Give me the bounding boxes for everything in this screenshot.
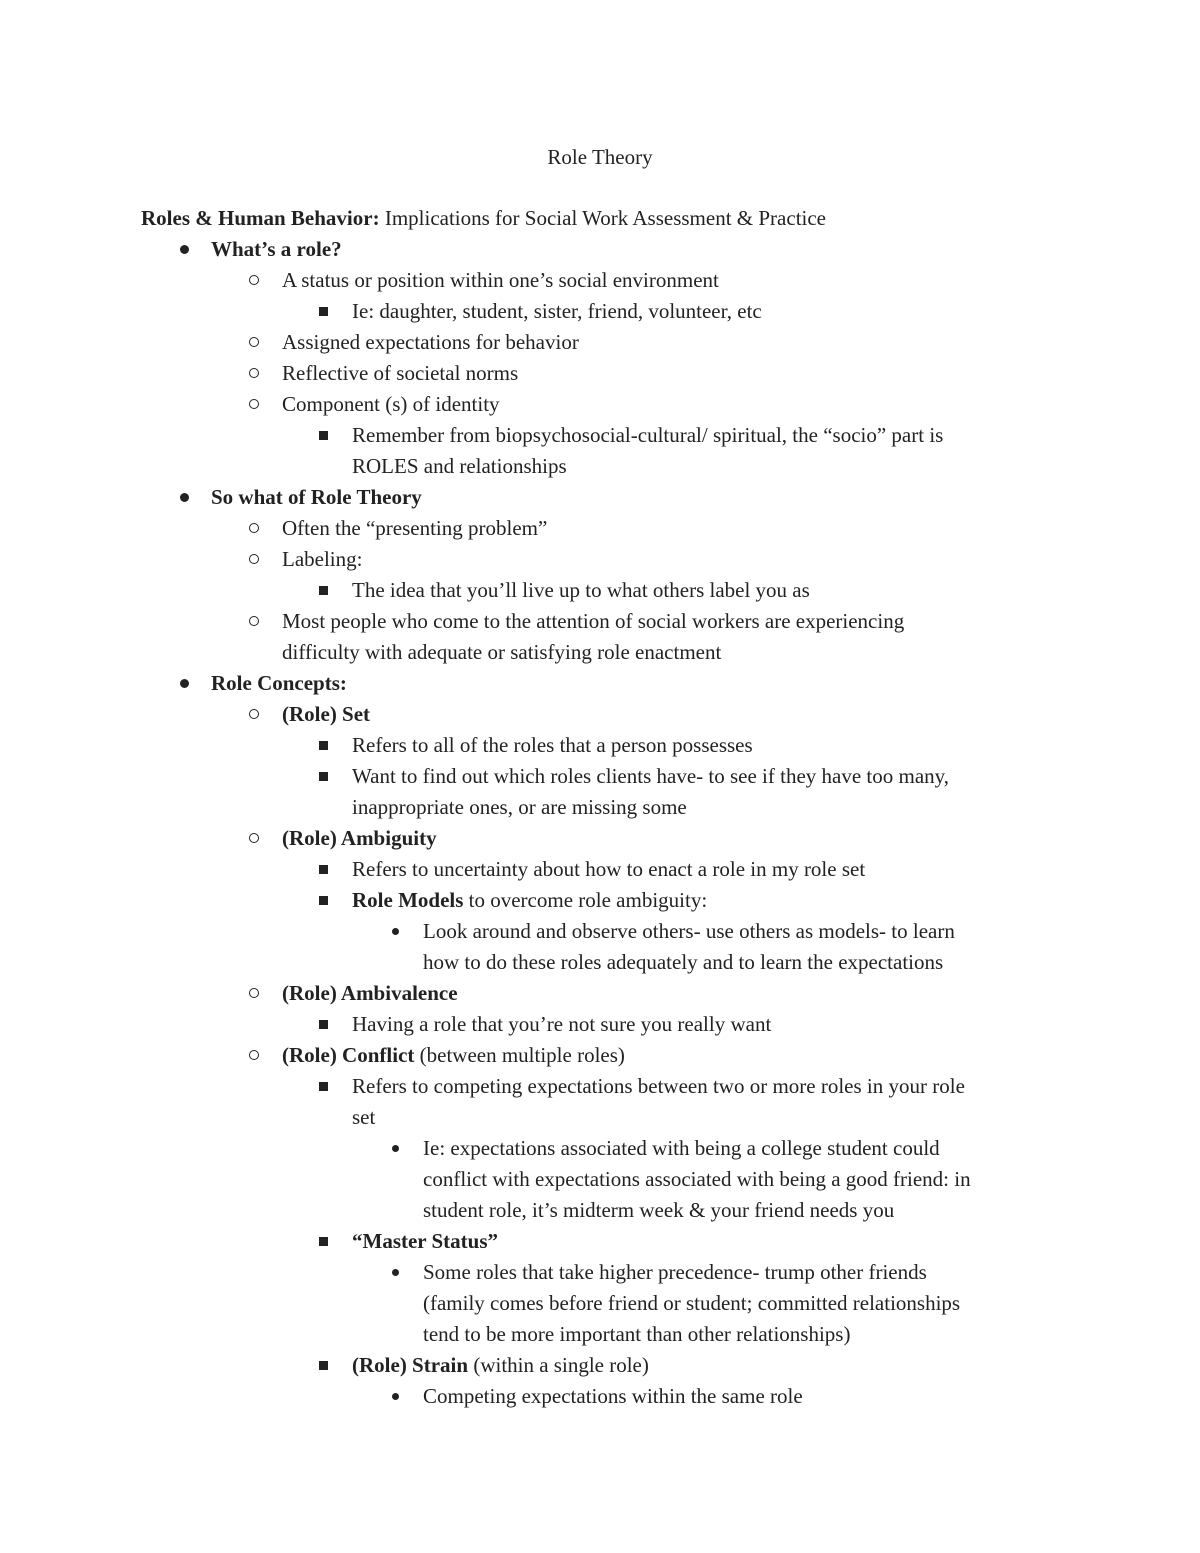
list-item-line [282,823,437,854]
square-bullet-icon [319,741,328,750]
list-item-bold-text: “Master Status” [352,1229,499,1253]
list-item-text: Ie: expectations associated with being a college student could [423,1136,940,1160]
circle-bullet-icon [249,833,259,843]
square-bullet-icon [319,865,328,874]
list-item-line [211,482,422,513]
list-item-line [352,420,943,451]
list-item-line [423,1319,850,1350]
list-item-text: tend to be more important than other relationships) [423,1322,851,1346]
list-item-line [352,761,949,792]
small-bullet-icon [392,1393,399,1400]
square-bullet-icon [319,896,328,905]
list-item-line [282,389,500,420]
square-bullet-icon [319,586,328,595]
list-item-line [423,947,943,978]
list-item-line [423,1195,894,1226]
circle-bullet-icon [249,337,259,347]
list-item-line [282,606,904,637]
list-item-text: difficulty with adequate or satisfying role enactment [282,640,722,664]
list-item-line [423,1164,971,1195]
list-item-bold-text: Role Models [352,888,464,912]
list-item-text: inappropriate ones, or are missing some [352,795,687,819]
list-item-text: Competing expectations within the same role [423,1384,803,1408]
square-bullet-icon [319,1020,328,1029]
list-item-bold-text: (Role) Conflict [282,1043,415,1067]
list-item-text: Look around and observe others- use others as models- to learn [423,919,955,943]
square-bullet-icon [319,307,328,316]
section-heading-rest: Implications for Social Work Assessment & Practice [379,206,827,230]
list-item-line [211,668,347,699]
list-item-line [352,1350,649,1381]
list-item-text: Want to find out which roles clients have- to see if they have too many, [352,764,950,788]
circle-bullet-icon [249,709,259,719]
circle-bullet-icon [249,1050,259,1060]
list-item-line [282,1040,625,1071]
list-item-line [352,1009,771,1040]
bullet-icon [180,245,189,254]
list-item-line [282,544,362,575]
list-item-text: Reflective of societal norms [282,361,519,385]
list-item-line [352,885,707,916]
square-bullet-icon [319,772,328,781]
circle-bullet-icon [249,554,259,564]
small-bullet-icon [392,928,399,935]
list-item-text: (family comes before friend or student; committed relationships [423,1291,961,1315]
list-item-text: Having a role that you’re not sure you really want [352,1012,772,1036]
list-item-line [282,637,721,668]
list-item-text: Often the “presenting problem” [282,516,548,540]
circle-bullet-icon [249,368,259,378]
list-item-text: set [352,1105,376,1129]
list-item-text: Refers to all of the roles that a person possesses [352,733,753,757]
list-item-line [352,451,567,482]
list-item-line [423,1133,940,1164]
circle-bullet-icon [249,275,259,285]
list-item-bold-text: Role Concepts: [211,671,347,695]
list-item-line [352,575,810,606]
list-item-text: Assigned expectations for behavior [282,330,579,354]
square-bullet-icon [319,431,328,440]
list-item-text: The idea that you’ll live up to what others label you as [352,578,810,602]
list-item-bold-text: (Role) Strain [352,1353,469,1377]
list-item-text: conflict with expectations associated with being a good friend: in [423,1167,971,1191]
small-bullet-icon [392,1269,399,1276]
page-title: Role Theory [547,145,653,169]
list-item-text: (between multiple roles) [414,1043,625,1067]
list-item-bold-text: (Role) Set [282,702,371,726]
small-bullet-icon [392,1145,399,1152]
list-item-line [282,358,518,389]
list-item-text: A status or position within one’s social environment [282,268,719,292]
list-item-text: Refers to uncertainty about how to enact a role in my role set [352,857,866,881]
list-item-line [352,1226,498,1257]
list-item-text: Most people who come to the attention of social workers are experiencing [282,609,905,633]
list-item-text: Remember from biopsychosocial-cultural/ spiritual, the “socio” part is [352,423,944,447]
list-item-text: to overcome role ambiguity: [463,888,708,912]
bullet-icon [180,493,189,502]
list-item-line [423,916,955,947]
list-item-line [282,327,579,358]
list-item-line [352,296,762,327]
circle-bullet-icon [249,988,259,998]
list-item-bold-text: (Role) Ambiguity [282,826,437,850]
square-bullet-icon [319,1237,328,1246]
section-heading-bold: Roles & Human Behavior: [141,206,380,230]
list-item-text: ROLES and relationships [352,454,567,478]
list-item-text: student role, it’s midterm week & your friend needs you [423,1198,895,1222]
list-item-bold-text: What’s a role? [211,237,342,261]
list-item-line [423,1381,803,1412]
list-item-line [423,1257,927,1288]
list-item-text: Ie: daughter, student, sister, friend, volunteer, etc [352,299,762,323]
list-item-line [423,1288,960,1319]
list-item-line [352,1102,375,1133]
list-item-line [282,699,370,730]
list-item-line [352,1071,965,1102]
list-item-text: (within a single role) [468,1353,649,1377]
square-bullet-icon [319,1082,328,1091]
list-item-line [282,513,547,544]
circle-bullet-icon [249,399,259,409]
section-heading [141,203,826,234]
bullet-icon [180,679,189,688]
list-item-line [282,978,458,1009]
list-item-line [352,792,687,823]
list-item-line [282,265,719,296]
list-item-line [211,234,342,265]
list-item-line [352,854,865,885]
list-item-bold-text: (Role) Ambivalence [282,981,458,1005]
circle-bullet-icon [249,523,259,533]
list-item-line [352,730,753,761]
list-item-bold-text: So what of Role Theory [211,485,422,509]
list-item-text: Component (s) of identity [282,392,500,416]
list-item-text: how to do these roles adequately and to learn the expectations [423,950,944,974]
square-bullet-icon [319,1361,328,1370]
list-item-text: Labeling: [282,547,363,571]
list-item-text: Some roles that take higher precedence- trump other friends [423,1260,927,1284]
list-item-text: Refers to competing expectations between two or more roles in your role [352,1074,965,1098]
circle-bullet-icon [249,616,259,626]
